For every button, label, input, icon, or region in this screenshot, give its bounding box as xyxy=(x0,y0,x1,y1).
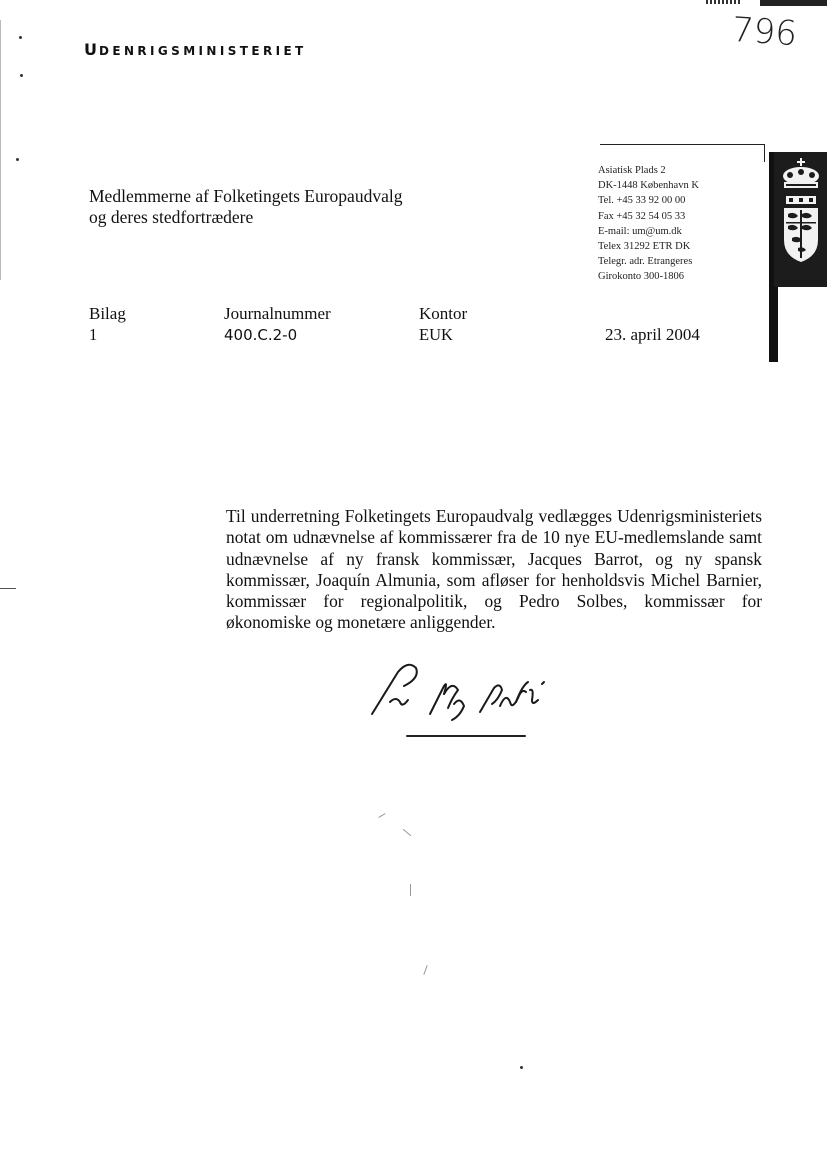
scan-speck xyxy=(20,74,23,77)
body-paragraph: Til underretning Folketingets Europaudvalg vedlægges Udenrigsministeriets notat om udnævnelse af kommissærer fra de 10 nye EU-medlemslande samt udnævnelse af ny fransk kommissær, Jacques Barrot, og ny spansk kommissær, Joaquín Almunia, som afløser for henholdsvis Michel Barnier, kommissær for regionalpolitik, og Pedro Solbes, kommissær for økonomiske og monetære anliggender. xyxy=(226,506,762,633)
scan-mark xyxy=(760,0,827,6)
danish-royal-crest-icon xyxy=(774,152,827,287)
kontor-value: EUK xyxy=(419,325,453,344)
scan-speck xyxy=(378,813,385,818)
scan-speck xyxy=(520,1066,523,1069)
bilag-label: Bilag xyxy=(89,304,126,323)
scan-tick xyxy=(0,588,16,589)
address-line: Telegr. adr. Etrangeres xyxy=(598,256,693,268)
address-line: Tel. +45 33 92 00 00 xyxy=(598,195,686,207)
archive-number: 796 xyxy=(730,9,799,55)
recipient-block xyxy=(89,186,402,228)
scan-speck xyxy=(423,965,427,975)
address-rule xyxy=(764,144,765,162)
kontor-label: Kontor xyxy=(419,304,468,323)
scan-speck xyxy=(19,36,22,39)
journal-value: 400.C.2-0 xyxy=(224,326,298,344)
address-line: Fax +45 32 54 05 33 xyxy=(598,210,686,222)
address-line: Girokonto 300-1806 xyxy=(598,271,685,283)
scan-mark xyxy=(706,0,742,4)
scan-edge xyxy=(0,20,3,280)
address-line: E-mail: um@um.dk xyxy=(598,225,682,237)
address-rule xyxy=(600,144,764,145)
scan-speck xyxy=(410,884,411,896)
ministry-name-rest: DENRIGSMINISTERIET xyxy=(99,44,307,58)
ministry-initial: U xyxy=(84,40,99,59)
recipient-line: og deres stedfortrædere xyxy=(89,207,254,227)
handwritten-signature xyxy=(360,650,570,735)
scan-speck xyxy=(403,829,411,836)
recipient-line: Medlemmerne af Folketingets Europaudvalg xyxy=(89,186,403,206)
bilag-value: 1 xyxy=(89,325,98,344)
journal-label: Journalnummer xyxy=(224,304,331,323)
signature-underline xyxy=(406,735,526,737)
address-line: DK-1448 København K xyxy=(598,180,699,192)
letter-date: 23. april 2004 xyxy=(605,325,700,344)
address-line: Asiatisk Plads 2 xyxy=(598,165,666,176)
scan-speck xyxy=(16,158,19,161)
address-block xyxy=(598,163,699,285)
address-line: Telex 31292 ETR DK xyxy=(598,241,691,253)
ministry-name xyxy=(84,40,307,59)
